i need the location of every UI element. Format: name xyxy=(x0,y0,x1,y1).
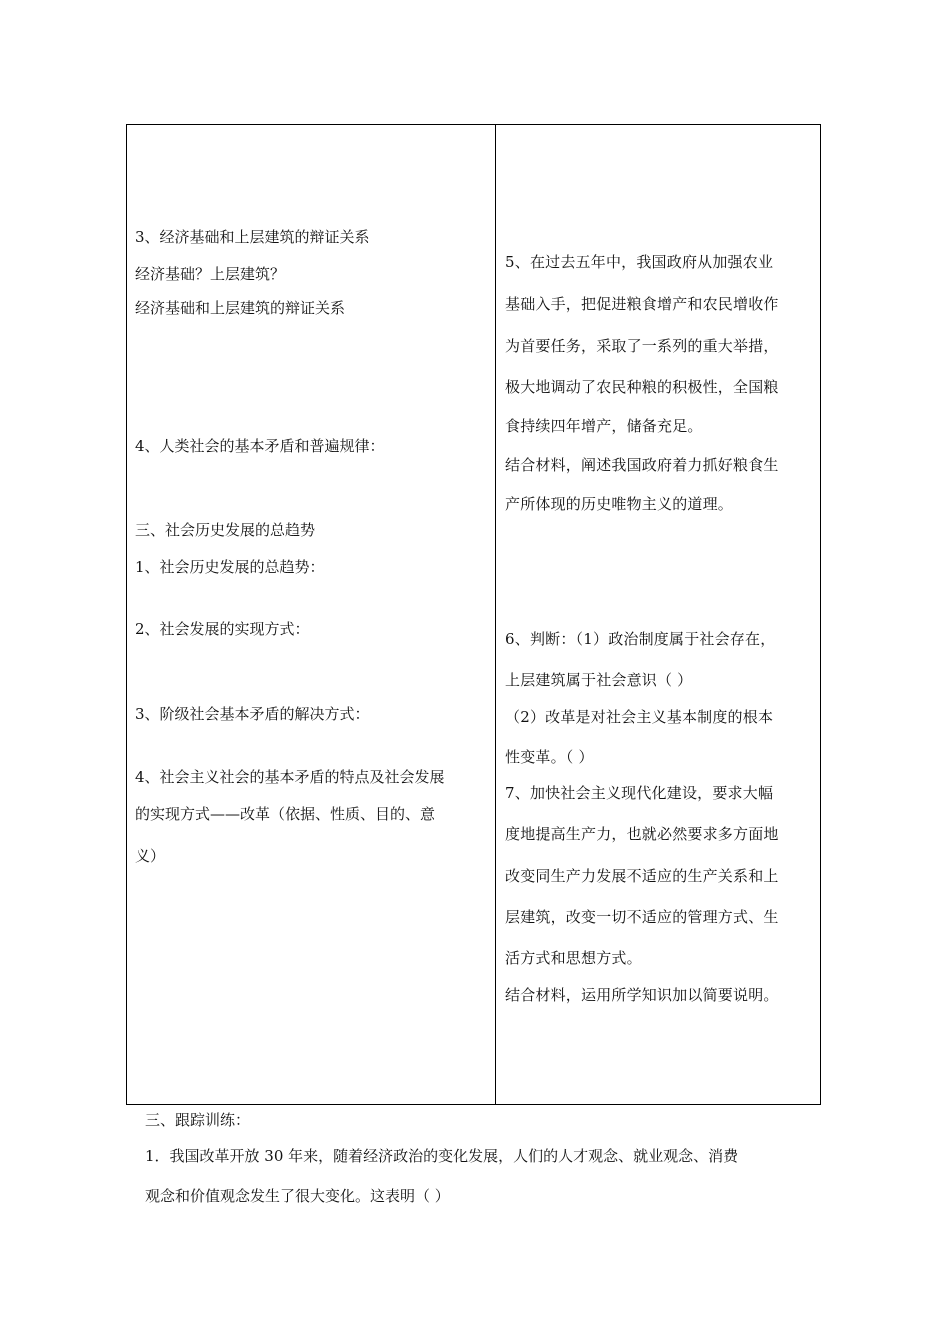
text-line: 为首要任务，采取了一系列的重大举措， xyxy=(505,337,779,355)
text-line: 度地提高生产力，也就必然要求多方面地 xyxy=(505,825,779,843)
question-line: 1．我国改革开放 30 年来，随着经济政治的变化发展，人们的人才观念、就业观念、消费 xyxy=(145,1147,739,1165)
text-line: 经济基础和上层建筑的辩证关系 xyxy=(135,299,346,317)
text-line: 的实现方式——改革（依据、性质、目的、意 xyxy=(135,805,436,823)
text-line: 3、阶级社会基本矛盾的解决方式： xyxy=(135,705,370,723)
text-line: 产所体现的历史唯物主义的道理。 xyxy=(505,495,734,513)
text-line: （2）改革是对社会主义基本制度的根本 xyxy=(505,708,774,726)
text-line: 6、判断：（1）政治制度属于社会存在， xyxy=(505,630,776,648)
text-line: 义） xyxy=(135,847,166,865)
text-line: 层建筑，改变一切不适应的管理方式、生 xyxy=(505,908,779,926)
text-line: 改变同生产力发展不适应的生产关系和上 xyxy=(505,867,779,885)
text-line: 经济基础？上层建筑？ xyxy=(135,265,286,283)
text-line: 4、人类社会的基本矛盾和普遍规律： xyxy=(135,437,385,455)
text-line: 性变革。（ ） xyxy=(505,748,594,766)
text-line: 1、社会历史发展的总趋势： xyxy=(135,558,325,576)
text-line: 2、社会发展的实现方式： xyxy=(135,620,310,638)
question-line: 观念和价值观念发生了很大变化。这表明（ ） xyxy=(145,1187,450,1205)
text-line: 7、加快社会主义现代化建设，要求大幅 xyxy=(505,784,774,802)
text-line: 3、经济基础和上层建筑的辩证关系 xyxy=(135,228,370,246)
text-line: 基础入手，把促进粮食增产和农民增收作 xyxy=(505,295,779,313)
text-line: 食持续四年增产，储备充足。 xyxy=(505,417,703,435)
text-line: 结合材料，阐述我国政府着力抓好粮食生 xyxy=(505,456,779,474)
section-heading: 三、社会历史发展的总趋势 xyxy=(135,521,316,539)
text-line: 5、在过去五年中，我国政府从加强农业 xyxy=(505,253,774,271)
text-line: 结合材料，运用所学知识加以简要说明。 xyxy=(505,986,779,1004)
text-line: 活方式和思想方式。 xyxy=(505,949,642,967)
text-line: 上层建筑属于社会意识（ ） xyxy=(505,671,693,689)
text-line: 4、社会主义社会的基本矛盾的特点及社会发展 xyxy=(135,768,445,786)
section-heading: 三、跟踪训练： xyxy=(145,1111,251,1129)
text-line: 极大地调动了农民种粮的积极性，全国粮 xyxy=(505,378,779,396)
column-divider xyxy=(495,125,496,1104)
